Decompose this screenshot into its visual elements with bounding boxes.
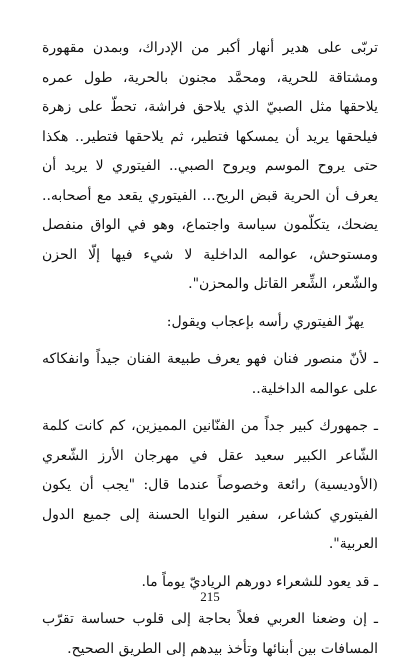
page-number: 215: [200, 589, 220, 604]
body-text: [42, 34, 378, 664]
paragraph-dialogue-1: ـ لأنّ منصور فنان فهو يعرف طبيعة الفنان جيداً وانفكاكه على عوالمه الداخلية..: [42, 351, 378, 397]
paragraph-dialogue-4: ـ إن وضعنا العربي فعلاً بحاجة إلى قلوب حساسة تقرّب المسافات بين أبنائها وتأخذ بيدهم إلى الطريق الصحيح.: [42, 611, 378, 657]
paragraph-narration: تربّى على هدير أنهار أكبر من الإدراك، وبمدن مقهورة ومشتاقة للحرية، ومحمَّد مجنون بالحرية، طول عمره يلاحقها مثل الصبيّ الذي يلاحق فراشة، تحطّ على زهرة فيلحقها يريد أن يمسكها فتطير، ثم يلاحقها فتطير.. هكذا حتى يروح الموسم ويروح الصبي.. الفيتوري لا يريد أن يعرف أن الحرية قبض الريح... الفيتوري يقعد مع أصحابه.. يضحك، يتكلّمون سياسة واجتماع، وهو في الواق منفصل ومستوحش، عوالمه الداخلية لا شيء فيها إلّا الحزن والشّعر، الشِّعر القاتل والمحزن".: [42, 40, 378, 292]
paragraph-reaction: يهزّ الفيتوري رأسه بإعجاب ويقول:: [166, 313, 364, 330]
paragraph-dialogue-2: ـ جمهورك كبير جداً من الفنّانين المميزين، كم كانت كلمة الشّاعر الكبير سعيد عقل في مهرجان الأرز الشّعري (الأوديسية) رائعة وخصوصاً عندما قال: "يجب أن يكون الفيتوري كشاعر، سفير النوايا الحسنة إلى جميع الدول العربية".: [42, 418, 378, 552]
paragraph-dialogue-3: ـ قد يعود للشعراء دورهم الرياديّ يوماً ما.: [141, 573, 378, 590]
